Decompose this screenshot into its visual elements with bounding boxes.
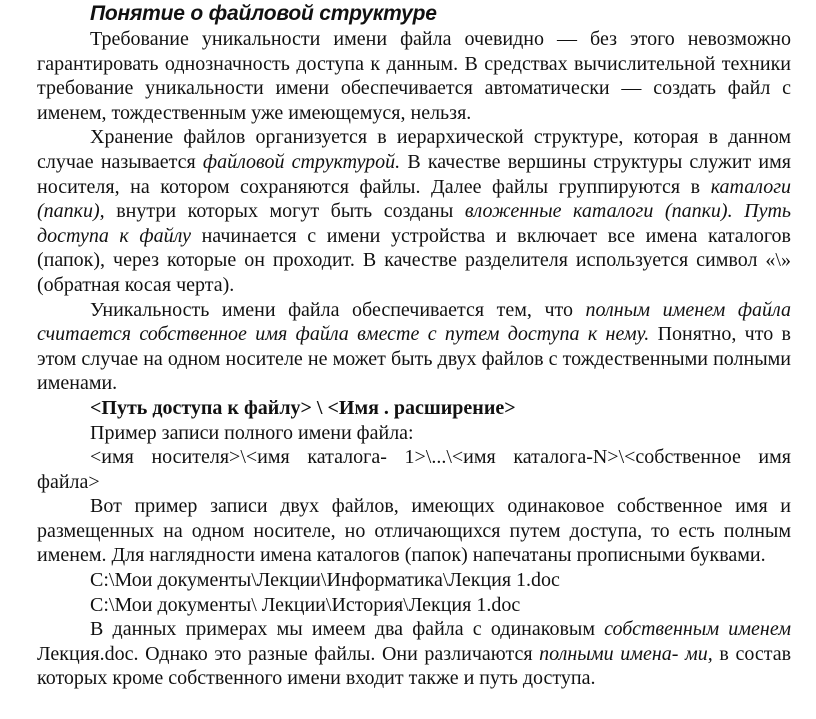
paragraph-uniqueness: Требование уникальности имени файла очевидно — без этого невозможно гарантировать однозначность доступа к данным. В средствах вычислительной техники требование уникальности имени обеспечивается автоматически — создать файл с именем, тождественным уже имеющемуся, нельзя. bbox=[37, 28, 791, 124]
emphasis-full-name-definition: полным именем файла считается собственное имя файла вместе с путем доступа к нему. bbox=[37, 298, 791, 346]
format-line-text: <Путь доступа к файлу> \ <Имя . расширение> bbox=[90, 396, 516, 419]
path-example-1: C:\Мои документы\Лекции\Информатика\Лекция 1.doc bbox=[90, 569, 560, 592]
example-intro: Пример записи полного имени файла: bbox=[90, 421, 414, 444]
example-line: <имя носителя>\<имя каталога- 1>\...\<имя каталога-N>\<собственное имя файла> bbox=[37, 446, 791, 493]
paragraph-full-name bbox=[37, 298, 791, 396]
text-run: Лекция.doc. Однако это разные файлы. Они различаются bbox=[37, 642, 540, 665]
emphasis-full-names: полными имена- ми, bbox=[539, 642, 713, 665]
text-run: начинается с имени устройства и включает все имена каталогов (папок), через которые он проходит. В качестве разделителя используется символ «\» (обратная косая черта). bbox=[37, 224, 791, 296]
text-run: Хранение файлов организуется в иерархической структуре, которая в данном случае называется bbox=[37, 126, 791, 173]
section-title: Понятие о файловой структуре bbox=[90, 2, 437, 25]
text-run: Уникальность имени файла обеспечивается тем, что bbox=[90, 298, 586, 321]
paragraph-file-structure bbox=[37, 125, 791, 297]
format-line bbox=[37, 396, 791, 421]
path-example-2: C:\Мои документы\ Лекции\История\Лекция 1.doc bbox=[90, 593, 521, 616]
text-run: в состав которых кроме собственного имени входит также и путь доступа. bbox=[37, 642, 792, 690]
text-run: В качестве вершины структуры служит имя носителя, на котором сохраняются файлы. Далее файлы группируются в bbox=[37, 150, 791, 198]
text-run: Понятно, что в этом случае на одном носителе не может быть двух файлов с тождественными полными именами. bbox=[37, 323, 791, 395]
paragraph-conclusion bbox=[37, 617, 791, 691]
text-run: В данных примерах мы имеем два файла с одинаковым bbox=[90, 618, 605, 641]
document-page bbox=[37, 2, 791, 691]
emphasis-file-structure: файловой структурой. bbox=[202, 150, 401, 173]
emphasis-catalogs: каталоги (папки), bbox=[37, 175, 791, 223]
paragraph-example-files: Вот пример записи двух файлов, имеющих одинаковое собственное имя и размещенных на одном носителе, но отличающихся путем доступа, то есть полным именем. Для наглядности имена каталогов (папок) напечатаны прописными буквами. bbox=[37, 495, 791, 567]
emphasis-nested-catalogs: вложенные каталоги (папки). Путь доступа к файлу bbox=[37, 200, 791, 247]
emphasis-own-name: собственным именем bbox=[604, 618, 791, 641]
text-run: внутри которых могут быть созданы bbox=[104, 200, 465, 223]
